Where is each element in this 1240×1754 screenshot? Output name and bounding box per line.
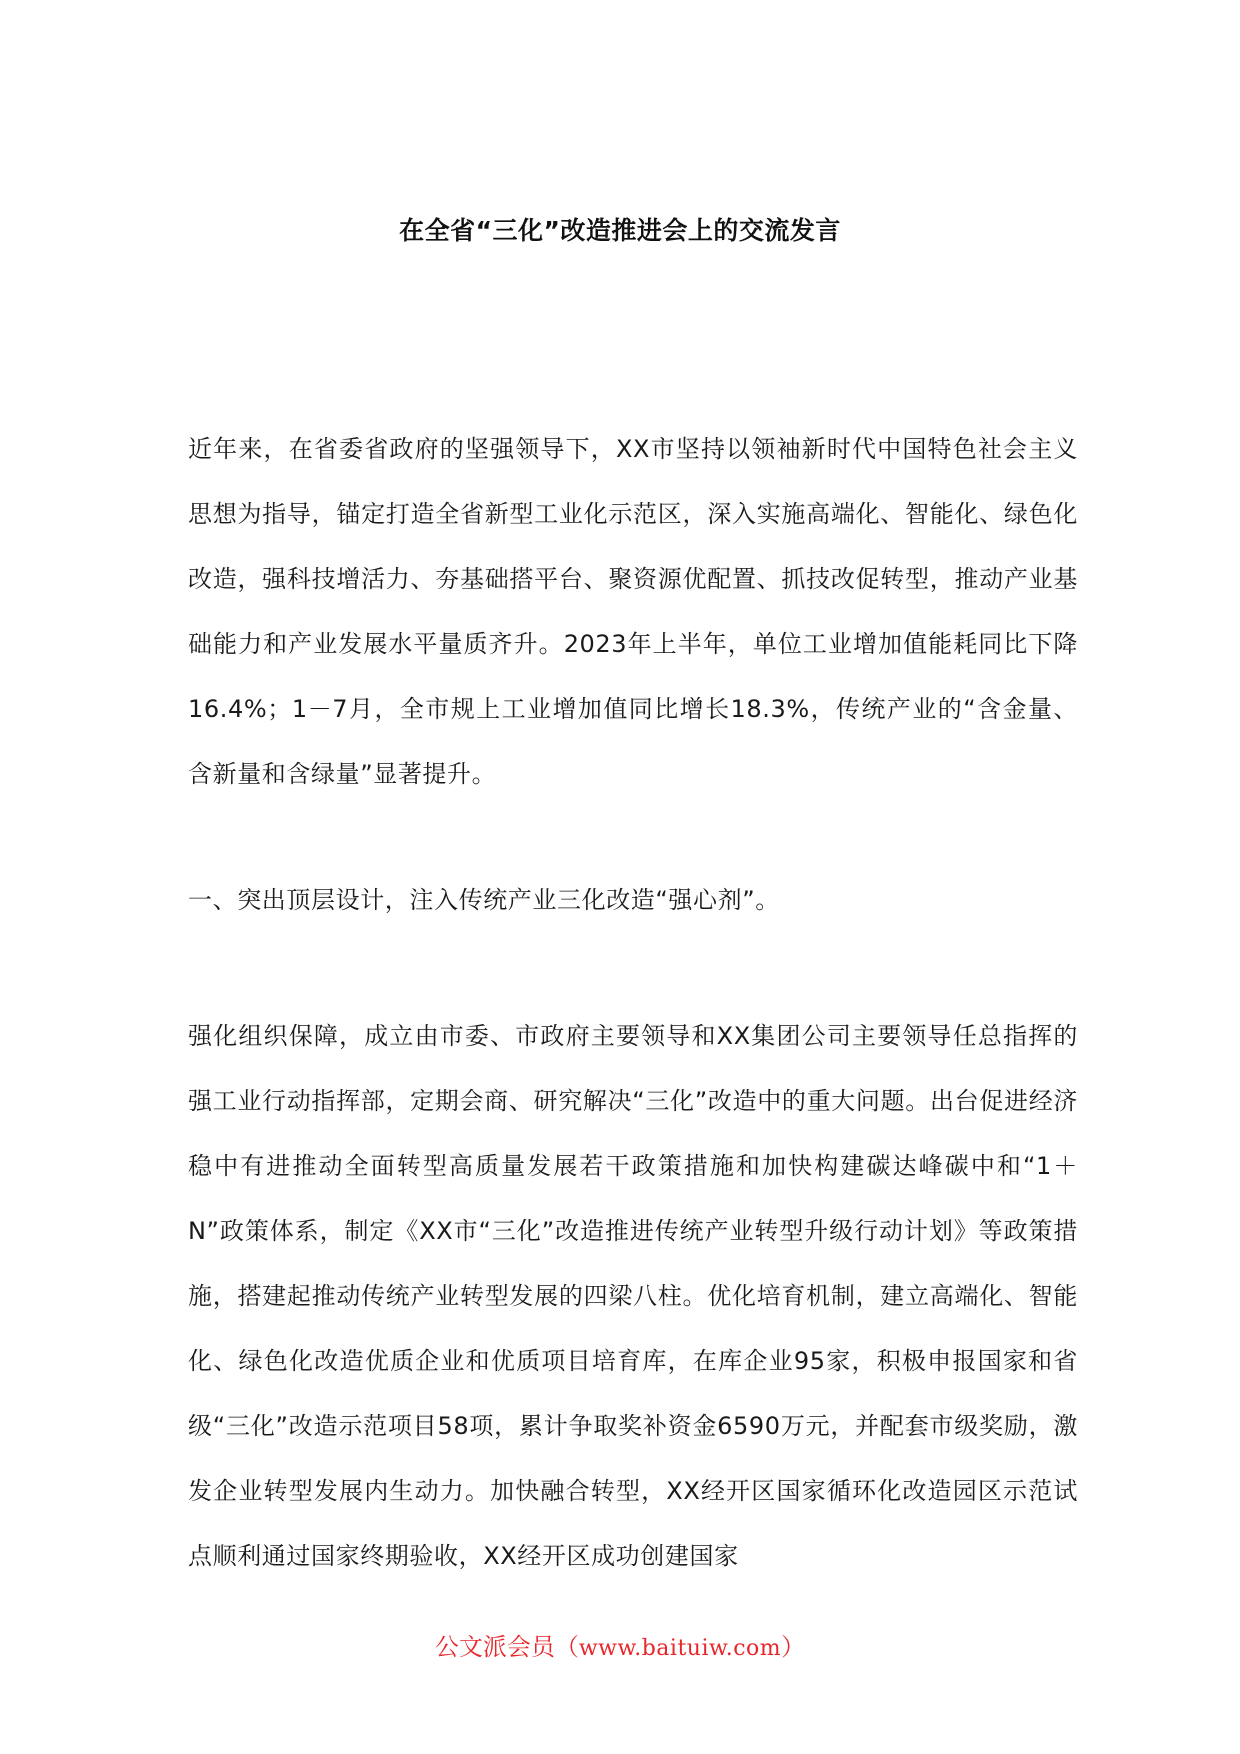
footer-url[interactable]: www.baituiw.com bbox=[578, 1636, 782, 1661]
footer-prefix: 公文派会员（ bbox=[434, 1633, 579, 1661]
section-heading: 一、突出顶层设计，注入传统产业三化改造“强心剂”。 bbox=[188, 886, 780, 914]
body-paragraph: 强化组织保障，成立由市委、市政府主要领导和XX集团公司主要领导任总指挥的强工业行动指挥部，定期会商、研究解决“三化”改造中的重大问题。出台促进经济稳中有进推动全面转型高质量发展若干政策措施和加快构建碳达峰碳中和“1＋N”政策体系，制定《XX市“三化”改造推进传统产业转型升级行动计划》等政策措施，搭建起推动传统产业转型发展的四梁八柱。优化培育机制，建立高端化、智能化、绿色化改造优质企业和优质项目培育库，在库企业95家，积极申报国家和省级“三化”改造示范项目58项，累计争取奖补资金6590万元，并配套市级奖励，激发企业转型发展内生动力。加快融合转型，XX经开区国家循环化改造园区示范试点顺利通过国家终期验收，XX经开区成功创建国家 bbox=[188, 1022, 1078, 1570]
footer-suffix: ） bbox=[781, 1633, 806, 1661]
intro-paragraph: 近年来，在省委省政府的坚强领导下，XX市坚持以领袖新时代中国特色社会主义思想为指导，锚定打造全省新型工业化示范区，深入实施高端化、智能化、绿色化改造，强科技增活力、夯基础搭平台、聚资源优配置、抓技改促转型，推动产业基础能力和产业发展水平量质齐升。2023年上半年，单位工业增加值能耗同比下降16.4%；1－7月，全市规上工业增加值同比增长18.3%，传统产业的“含金量、含新量和含绿量”显著提升。 bbox=[188, 435, 1078, 788]
footer-watermark bbox=[0, 1630, 1240, 1666]
document-title: 在全省“三化”改造推进会上的交流发言 bbox=[399, 216, 841, 245]
